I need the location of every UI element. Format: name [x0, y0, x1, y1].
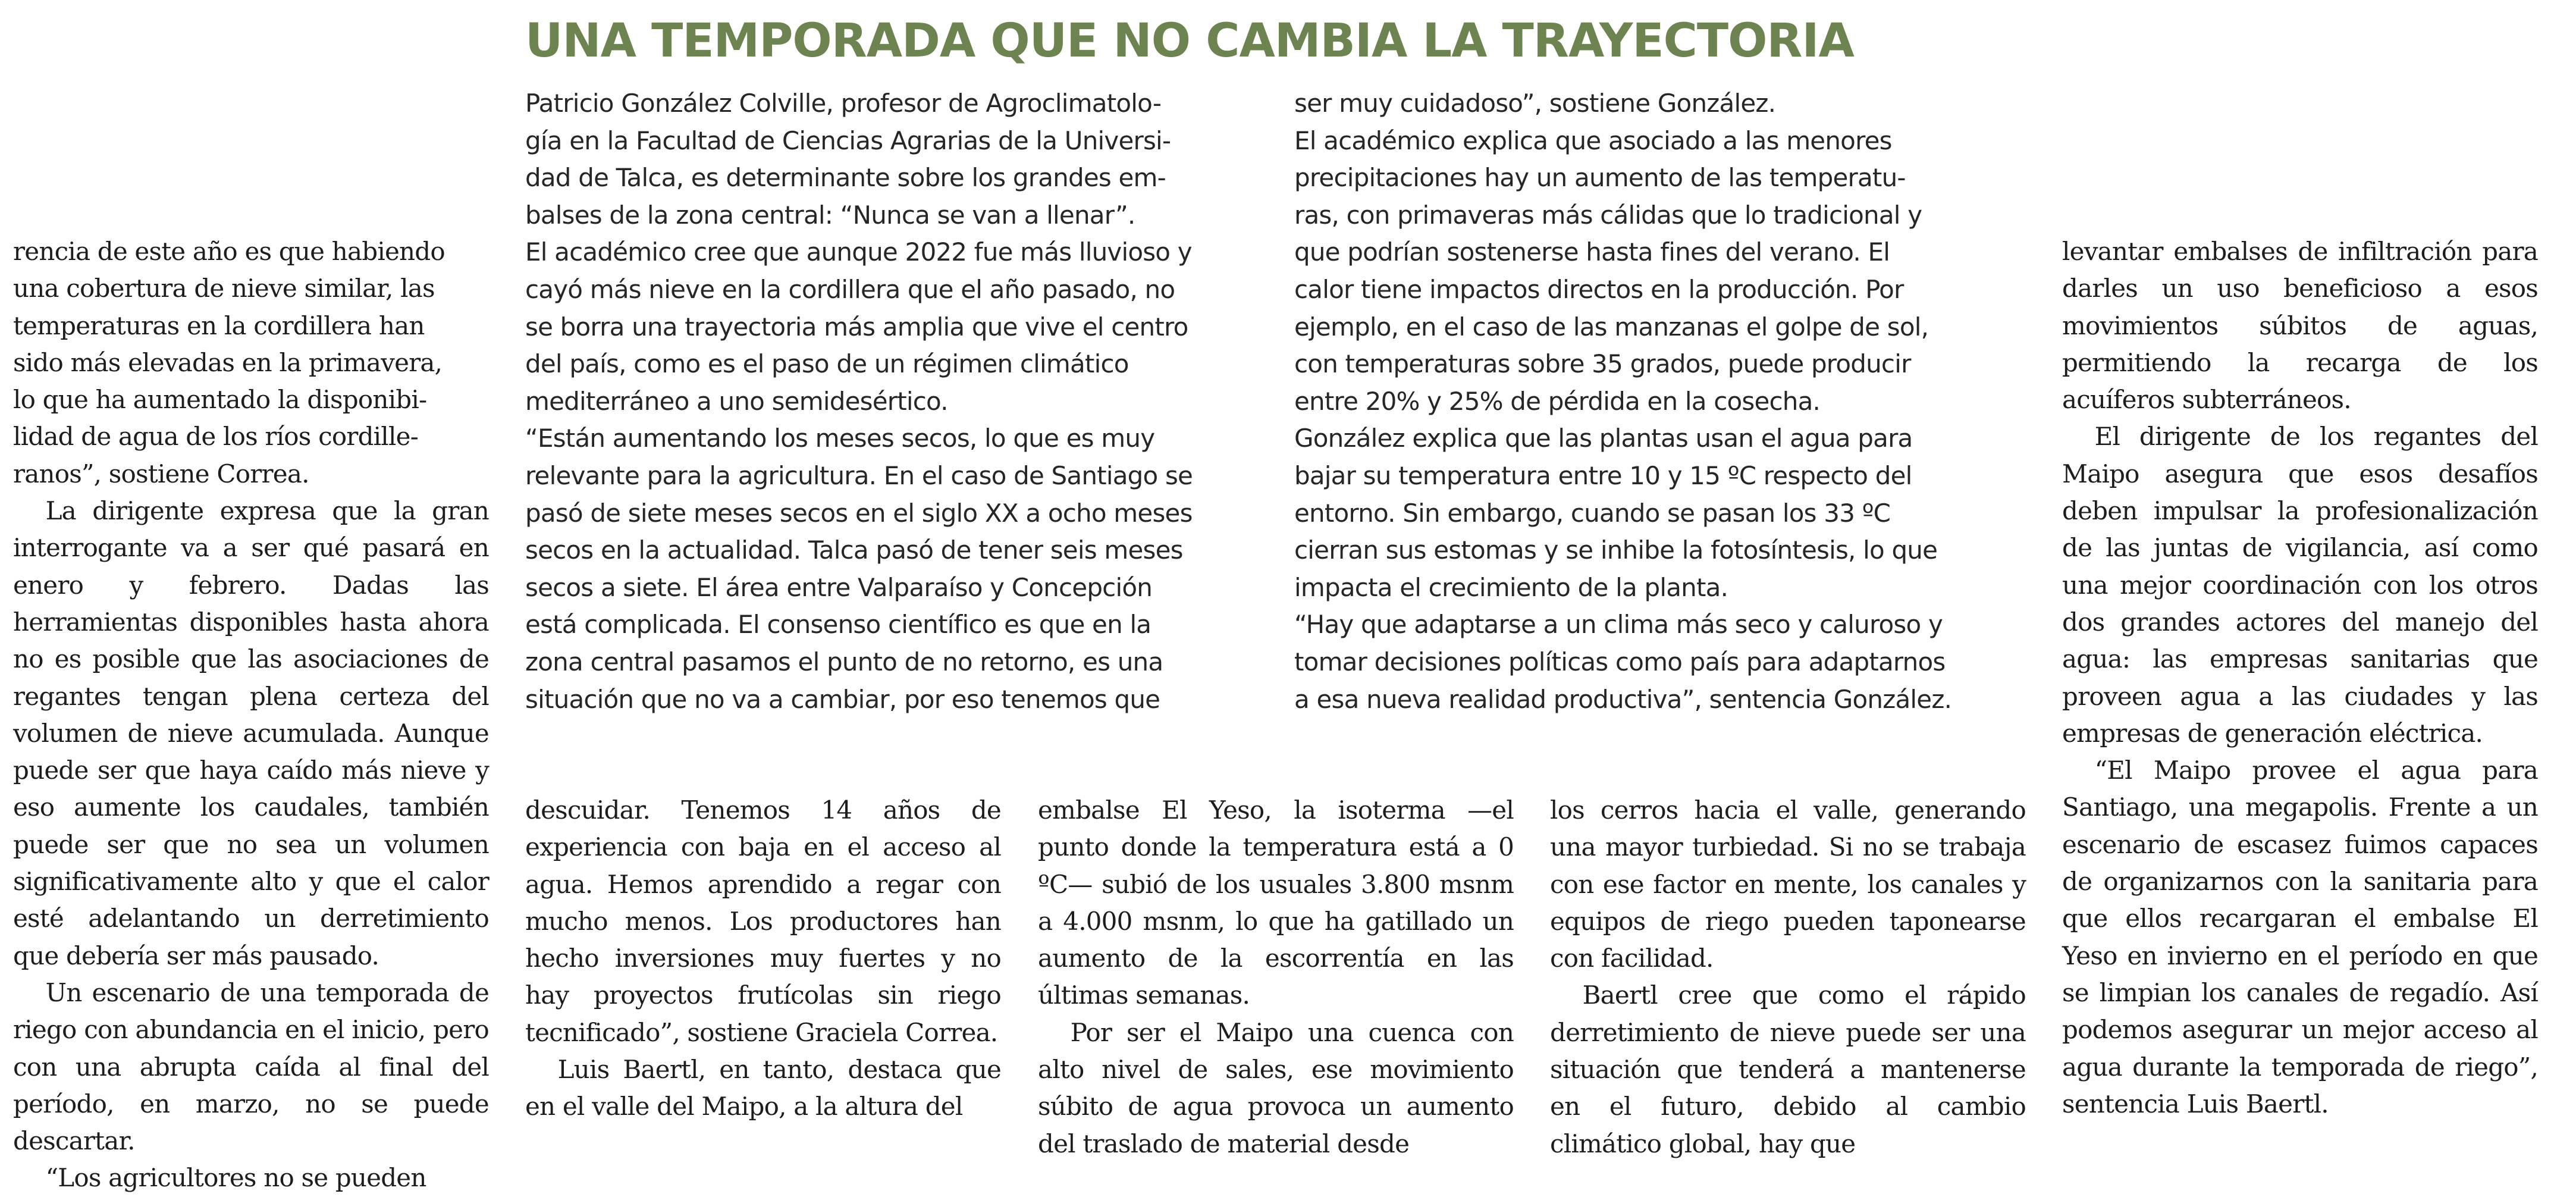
sidebar-line: tomar decisiones políticas como país para adaptarnos	[1294, 647, 1946, 676]
sidebar-line: entre 20% y 25% de pérdida en la cosecha.	[1294, 386, 1821, 416]
paragraph: Luis Baertl, en tanto, destaca que en el valle del Maipo, a la altura del	[525, 1055, 1001, 1121]
sidebar-line: situación que no va a cambiar, por eso tenemos que	[525, 684, 1160, 714]
sidebar-line: cierran sus estomas y se inhibe la fotosíntesis, lo que	[1294, 535, 1938, 565]
sidebar-line: entorno. Sin embargo, cuando se pasan los 33 ºC	[1294, 498, 1891, 528]
article-column-5	[2062, 233, 2538, 1123]
sidebar-line: a esa nueva realidad productiva”, sentencia González.	[1294, 684, 1952, 714]
text-line: lo que ha aumentado la disponibi-	[13, 385, 427, 415]
paragraph: La dirigente expresa que la gran interrogante va a ser qué pasará en enero y febrero. Dadas las herramientas disponibles hasta ahora no es posible que las asociaciones de regantes tengan plena certeza del volumen de nieve acumulada. Aunque puede ser que haya caído más nieve y eso aumente los caudales, también puede ser que no sea un volumen significativamente alto y que el calor esté adelantando un derretimiento que debería ser más pausado.	[13, 496, 489, 970]
sidebar-line: se borra una trayectoria más amplia que vive el centro	[525, 312, 1188, 341]
paragraph: “Los agricultores no se pueden	[45, 1163, 426, 1193]
article-column-4	[1550, 792, 2026, 1163]
text-line: ranos”, sostiene Correa.	[13, 459, 309, 488]
sidebar-line: “Hay que adaptarse a un clima más seco y caluroso y	[1294, 610, 1943, 640]
sidebar-line: cayó más nieve en la cordillera que el año pasado, no	[525, 274, 1175, 304]
headline: UNA TEMPORADA QUE NO CAMBIA LA TRAYECTORIA	[525, 14, 1854, 68]
article-column-1	[13, 233, 489, 1197]
paragraph: El dirigente de los regantes del Maipo asegura que esos desafíos deben impulsar la profesionalización de las juntas de vigilancia, así como una mejor coordinación con los otros dos grandes actores del manejo del agua: las empresas sanitarias que proveen agua a las ciudades y las empresas de generación eléctrica.	[2062, 422, 2538, 748]
paragraph: descuidar. Tenemos 14 años de experiencia con baja en el acceso al agua. Hemos aprendido a regar con mucho menos. Los productores han hecho inversiones muy fuertes y no hay proyectos frutícolas sin riego tecnificado”, sostiene Graciela Correa.	[525, 795, 1001, 1047]
sidebar-line: está complicada. El consenso científico es que en la	[525, 610, 1151, 640]
sidebar-line: El académico cree que aunque 2022 fue más lluvioso y	[525, 237, 1192, 267]
sidebar-line: impacta el crecimiento de la planta.	[1294, 572, 1728, 602]
paragraph: “El Maipo provee el agua para Santiago, una megapolis. Frente a un escenario de escasez fuimos capaces de organizarnos con la sanitaria para que ellos recargaran el embalse El Yeso en invierno en el período en que se limpian los canales de regadío. Así podemos asegurar un mejor acceso al agua durante la temporada de riego”, sentencia Luis Baertl.	[2062, 756, 2538, 1118]
paragraph: Un escenario de una temporada de riego con abundancia en el inicio, pero con una abrupta caída al final del período, en marzo, no se puede descartar.	[13, 977, 489, 1156]
sidebar-line: ras, con primaveras más cálidas que lo tradicional y	[1294, 200, 1922, 230]
text-line: una cobertura de nieve similar, las	[13, 274, 435, 303]
sidebar-column-2	[1294, 85, 2026, 718]
article-column-2	[525, 792, 1001, 1126]
article-column-3	[1038, 792, 1514, 1163]
sidebar-line: zona central pasamos el punto de no retorno, es una	[525, 647, 1163, 676]
paragraph-continuation	[13, 233, 489, 493]
sidebar-line: del país, como es el paso de un régimen climático	[525, 349, 1129, 379]
sidebar-line: Patricio González Colville, profesor de Agroclimatolo-	[525, 89, 1162, 118]
sidebar-line: González explica que las plantas usan el agua para	[1294, 424, 1913, 453]
sidebar-line: ejemplo, en el caso de las manzanas el golpe de sol,	[1294, 312, 1929, 341]
sidebar-line: pasó de siete meses secos en el siglo XX a ocho meses	[525, 498, 1193, 528]
text-line: sido más elevadas en la primavera,	[13, 347, 443, 377]
sidebar-line: secos a siete. El área entre Valparaíso y Concepción	[525, 572, 1153, 602]
sidebar-line: con temperaturas sobre 35 grados, puede producir	[1294, 349, 1911, 379]
sidebar-line: relevante para la agricultura. En el caso de Santiago se	[525, 460, 1193, 490]
sidebar-line: mediterráneo a uno semidesértico.	[525, 386, 948, 416]
paragraph: embalse El Yeso, la isoterma —el punto donde la temperatura está a 0 ºC— subió de los usuales 3.800 msnm a 4.000 msnm, lo que ha gatillado un aumento de la escorrentía en las últimas semanas.	[1038, 795, 1514, 1010]
sidebar-line: gía en la Facultad de Ciencias Agrarias de la Universi-	[525, 126, 1171, 155]
sidebar-line: secos en la actualidad. Talca pasó de tener seis meses	[525, 535, 1183, 565]
sidebar-column-1	[525, 85, 1257, 718]
sidebar-line: ser muy cuidadoso”, sostiene González.	[1294, 89, 1776, 118]
text-line: lidad de agua de los ríos cordille-	[13, 422, 419, 452]
sidebar-line: bajar su temperatura entre 10 y 15 ºC respecto del	[1294, 460, 1912, 490]
sidebar-line: precipitaciones hay un aumento de las temperatu-	[1294, 163, 1906, 193]
paragraph: los cerros hacia el valle, generando una mayor turbiedad. Si no se trabaja con ese factor en mente, los canales y equipos de riego pueden taponearse con facilidad.	[1550, 795, 2026, 973]
sidebar-line: calor tiene impactos directos en la producción. Por	[1294, 274, 1904, 304]
text-line: rencia de este año es que habiendo	[13, 237, 445, 266]
paragraph: levantar embalses de infiltración para darles un uso beneficioso a esos movimientos súbitos de aguas, permitiendo la recarga de los acuíferos subterráneos.	[2062, 237, 2538, 415]
paragraph: Por ser el Maipo una cuenca con alto nivel de sales, ese movimiento súbito de agua provoca un aumento del traslado de material desde	[1038, 1017, 1514, 1158]
sidebar-line: balses de la zona central: “Nunca se van a llenar”.	[525, 200, 1135, 230]
sidebar-line: dad de Talca, es determinante sobre los grandes em-	[525, 163, 1166, 193]
paragraph: Baertl cree que como el rápido derretimiento de nieve puede ser una situación que tenderá a mantenerse en el futuro, debido al cambio climático global, hay que	[1550, 980, 2026, 1158]
sidebar-line: “Están aumentando los meses secos, lo que es muy	[525, 424, 1155, 453]
sidebar-line: que podrían sostenerse hasta fines del verano. El	[1294, 237, 1890, 267]
sidebar-line: El académico explica que asociado a las menores	[1294, 126, 1892, 155]
text-line: temperaturas en la cordillera han	[13, 311, 425, 340]
